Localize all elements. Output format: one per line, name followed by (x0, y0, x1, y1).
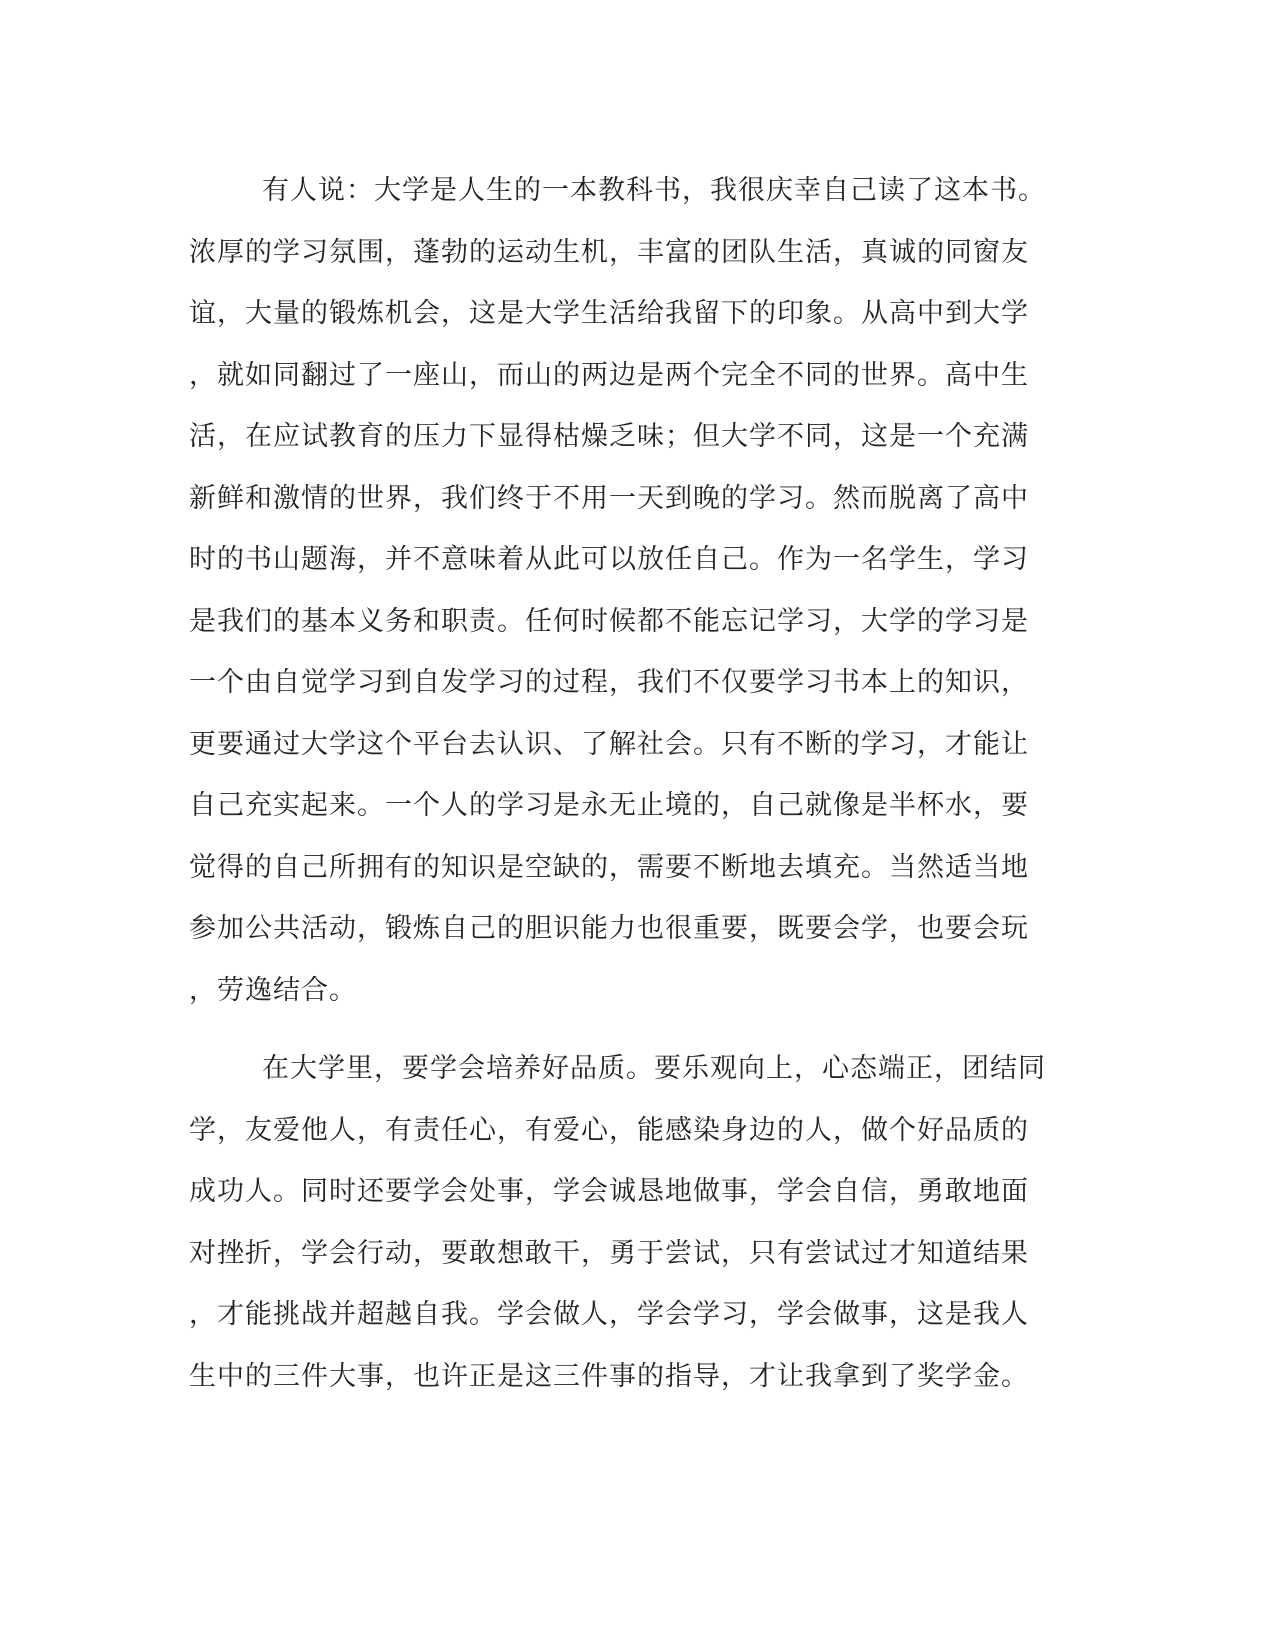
paragraph-2 (189, 1038, 1069, 1407)
paragraph-line: 谊，大量的锻炼机会，这是大学生活给我留下的印象。从高中到大学 (189, 298, 1029, 329)
paragraph-line: 新鲜和激情的世界，我们终于不用一天到晚的学习。然而脱离了高中 (189, 482, 1029, 514)
paragraph-line: ，劳逸结合。 (189, 974, 357, 1006)
paragraph-line: ，就如同翻过了一座山，而山的两边是两个完全不同的世界。高中生 (189, 359, 1029, 391)
paragraph-line: 一个由自觉学习到自发学习的过程，我们不仅要学习书本上的知识， (189, 667, 1029, 698)
paragraph-line: ，才能挑战并超越自我。学会做人，学会学习，学会做事，这是我人 (189, 1299, 1029, 1330)
paragraph-1 (189, 160, 1069, 1021)
paragraph-line: 在大学里，要学会培养好品质。要乐观向上，心态端正，团结同 (262, 1053, 1046, 1084)
paragraph-line: 浓厚的学习氛围，蓬勃的运动生机，丰富的团队生活，真诚的同窗友 (189, 236, 1029, 268)
paragraph-line: 是我们的基本义务和职责。任何时候都不能忘记学习，大学的学习是 (189, 605, 1029, 637)
paragraph-line: 觉得的自己所拥有的知识是空缺的，需要不断地去填充。当然适当地 (189, 851, 1029, 883)
paragraph-line: 时的书山题海，并不意味着从此可以放任自己。作为一名学生，学习 (189, 544, 1029, 575)
paragraph-line: 学，友爱他人，有责任心，有爱心，能感染身边的人，做个好品质的 (189, 1114, 1029, 1146)
paragraph-line: 参加公共活动，锻炼自己的胆识能力也很重要，既要会学，也要会玩 (189, 913, 1029, 944)
paragraph-line: 生中的三件大事，也许正是这三件事的指导，才让我拿到了奖学金。 (189, 1360, 1029, 1392)
paragraph-line: 有人说：大学是人生的一本教科书，我很庆幸自己读了这本书。 (262, 175, 1046, 206)
paragraph-line: 活，在应试教育的压力下显得枯燥乏味；但大学不同，这是一个充满 (189, 421, 1029, 452)
paragraph-line: 对挫折，学会行动，要敢想敢干，勇于尝试，只有尝试过才知道结果 (189, 1237, 1029, 1269)
paragraph-line: 更要通过大学这个平台去认识、了解社会。只有不断的学习，才能让 (189, 728, 1029, 760)
paragraph-line: 自己充实起来。一个人的学习是永无止境的，自己就像是半杯水，要 (189, 790, 1029, 821)
paragraph-line: 成功人。同时还要学会处事，学会诚恳地做事，学会自信，勇敢地面 (189, 1176, 1029, 1207)
